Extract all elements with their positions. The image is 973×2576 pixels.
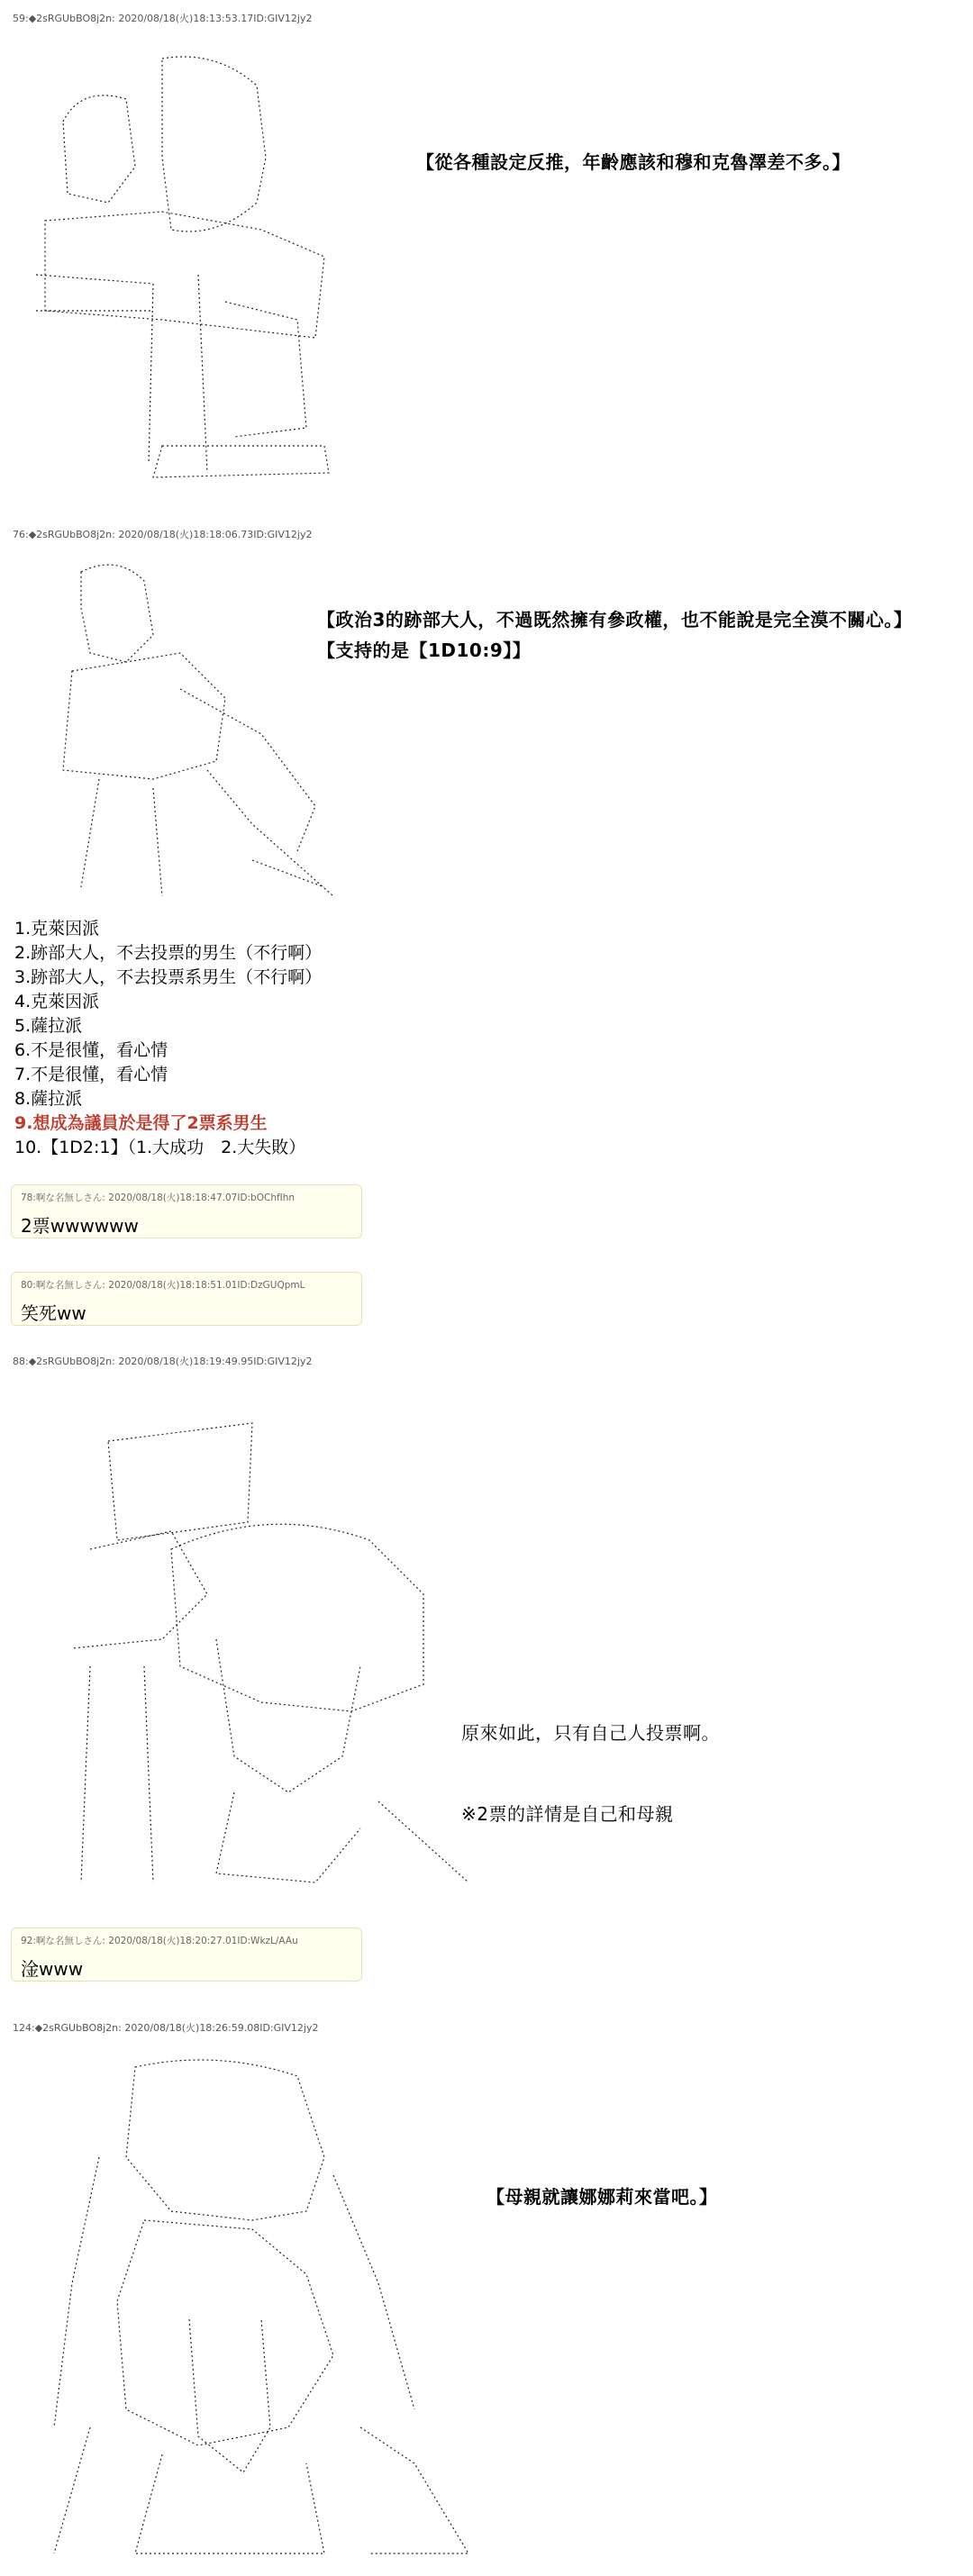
- narration-text: ※2票的詳情是自己和母親: [461, 1803, 674, 1825]
- reply-body: 淦www: [21, 1958, 84, 1980]
- ascii-art-character: [45, 554, 342, 910]
- ascii-art-character: [54, 1414, 477, 1900]
- post-header: 124:◆2sRGUbBO8j2n: 2020/08/18(火)18:26:59.08ID:GIV12jy2: [13, 2022, 319, 2034]
- choice-item: 2.跡部大人，不去投票的男生（不行啊）: [14, 943, 323, 963]
- reply-post: [11, 1927, 362, 1982]
- narration-text: 原來如此，只有自己人投票啊。: [461, 1722, 720, 1744]
- choice-item: 4.克萊因派: [14, 992, 100, 1011]
- ascii-art-character: [36, 2049, 486, 2562]
- reply-body: 2票wwwwww: [21, 1215, 139, 1237]
- narration-text: 【政治3的跡部大人，不過既然擁有參政權，也不能說是完全漠不關心。】: [317, 609, 913, 630]
- choice-item: 3.跡部大人，不去投票系男生（不行啊）: [14, 967, 323, 987]
- choice-item: 1.克萊因派: [14, 919, 100, 939]
- reply-header: 80:啊な名無しさん: 2020/08/18(火)18:18:51.01ID:DzGUQpmL: [21, 1280, 305, 1291]
- reply-post: [11, 1272, 362, 1326]
- reply-header: 92:啊な名無しさん: 2020/08/18(火)18:20:27.01ID:WkzL/AAu: [21, 1936, 298, 1946]
- narration-text: 【母親就讓娜娜莉來當吧。】: [486, 2186, 718, 2208]
- ascii-art-character: [27, 50, 333, 495]
- choice-item: 6.不是很懂，看心情: [14, 1040, 168, 1060]
- choice-item: 10.【1D2:1】（1.大成功 2.大失敗）: [14, 1138, 306, 1157]
- reply-post: [11, 1184, 362, 1238]
- choice-item: 7.不是很懂，看心情: [14, 1065, 168, 1084]
- choice-item: 5.薩拉派: [14, 1016, 83, 1036]
- narration-text: 【支持的是【1D10:9】】: [317, 639, 532, 661]
- narration-text: 【從各種設定反推，年齡應該和穆和克魯澤差不多。】: [416, 151, 850, 173]
- choice-list: [14, 917, 322, 1160]
- choice-item-selected: 9.想成為議員於是得了2票系男生: [14, 1113, 268, 1133]
- post-header: 88:◆2sRGUbBO8j2n: 2020/08/18(火)18:19:49.95ID:GIV12jy2: [13, 1356, 313, 1367]
- choice-item: 8.薩拉派: [14, 1089, 83, 1109]
- post-header: 76:◆2sRGUbBO8j2n: 2020/08/18(火)18:18:06.73ID:GIV12jy2: [13, 529, 313, 540]
- reply-body: 笑死ww: [21, 1302, 86, 1324]
- reply-header: 78:啊な名無しさん: 2020/08/18(火)18:18:47.07ID:bOChfIhn: [21, 1193, 296, 1203]
- post-header: 59:◆2sRGUbBO8j2n: 2020/08/18(火)18:13:53.17ID:GIV12jy2: [13, 13, 313, 24]
